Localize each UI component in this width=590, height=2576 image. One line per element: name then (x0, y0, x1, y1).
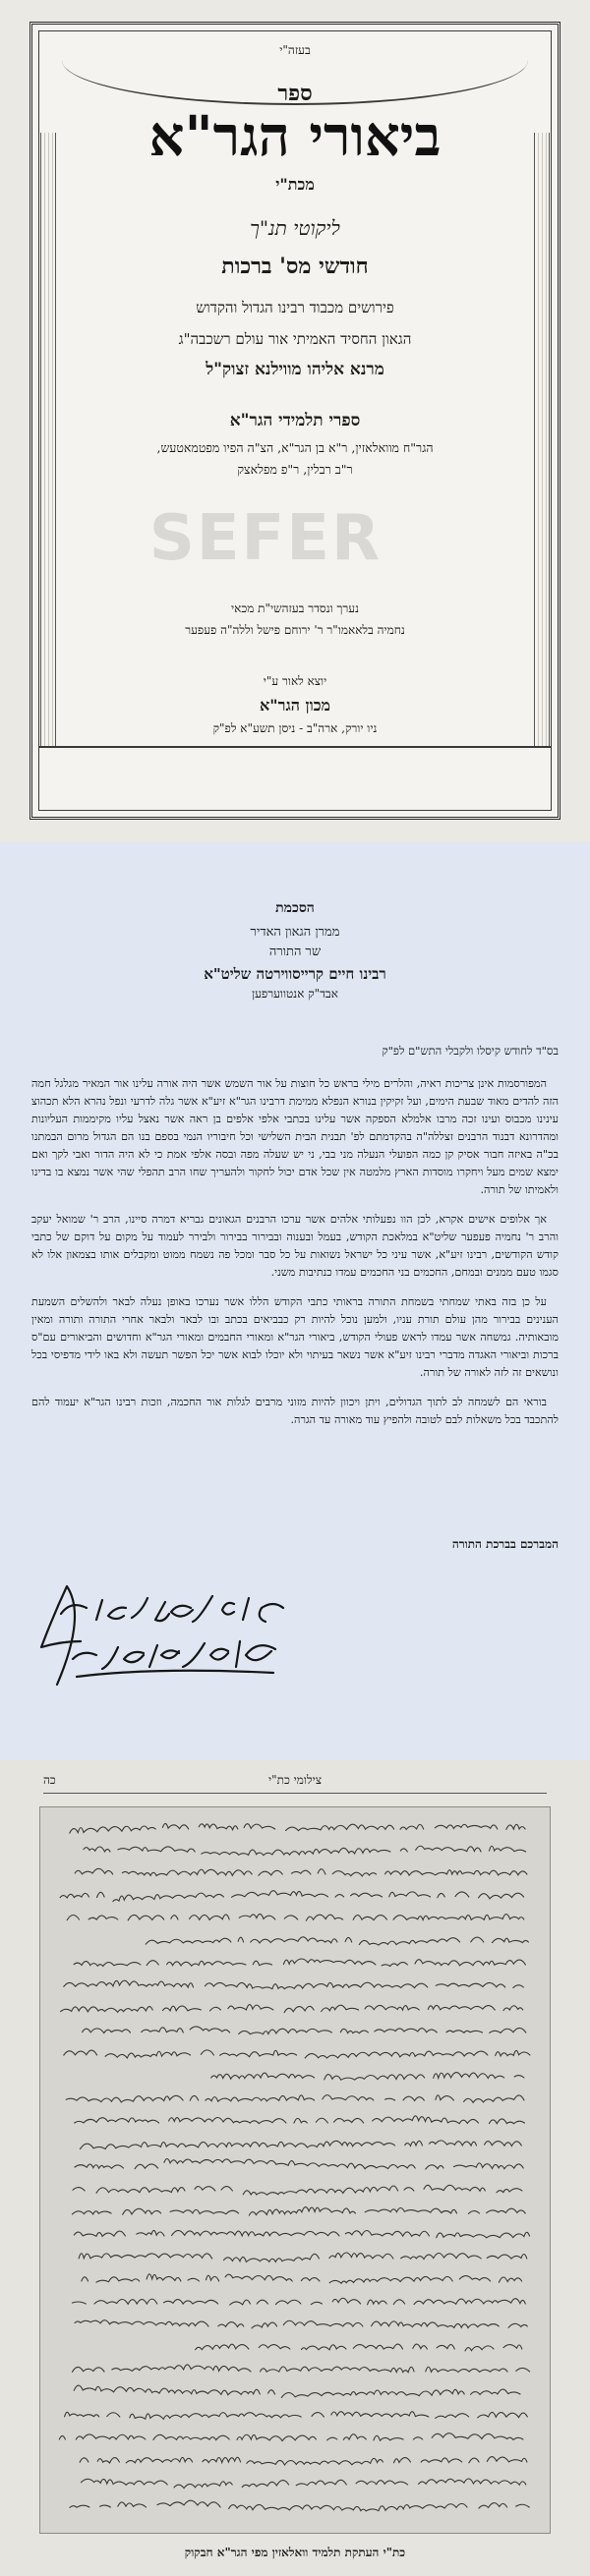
body-paragraph: בוראי הם לשמחה לב לתוך הגדולים, ויתן ויכוון להיות מזוני מרבים לגלות אור החכמה, וזכות רבינו הגר"א יעמוד להם להתכבד בכל משאלות לבם לטובה ולהפיץ עוד מאורה עד הגרה. (31, 1396, 559, 1426)
handwriting-line (80, 2457, 527, 2465)
publisher-name: מכון הגר"א (260, 696, 330, 715)
body-paragraph: אך אלופים אישים אקרא, לכן הוו נפעלותי אלהים אשר ערכו הרבנים הגאונים גבריא דמרה סיינו, הרב ר' שמואל יעקב והרב ר' נחמיה פעפער שליט"א במלאכת הקודש, בעמל ובענוה ובבירור בבירור ולבירר לעמוד על מקום על דוקם של כתבי קודש הקודשים, רבינו זיע"א, אשר עיני כל ישראל נשואות על כל סבר ומכל פה נשמח ממוט ומקבלים אותו בצמאון אלו לא סגמו טעם ממנים ובמחם, החכמים בני החכמים עמדו כנתיבות משני. (31, 1213, 559, 1279)
marana-line: מרנא אליהו מווילנא זצוק"ל (206, 360, 384, 379)
handwriting-line (72, 2207, 525, 2216)
handwriting-line (75, 2320, 527, 2328)
handwriting-line (61, 2005, 523, 2013)
rabbi-name: רבינו חיים קרייסווירטה שליט"א (204, 965, 386, 983)
date-line: בס"ד לחודש קיסלו ולקבלי התש"ם לפ"ק (382, 1044, 559, 1058)
handwriting-line (84, 1846, 526, 1855)
publisher-prefix: יוצא לאור ע"י (263, 674, 327, 688)
handwriting-line (82, 2479, 526, 2489)
handwriting-line (74, 2230, 529, 2237)
handwriting-line (64, 1980, 524, 1989)
main-title: ביאורי הגר"א (148, 104, 442, 169)
handwriting-line (73, 2185, 522, 2195)
approbation-heading: הסכמת (275, 900, 315, 916)
closing-line: המברכם בברכת התורה (451, 1537, 559, 1551)
handwriting-line (70, 2500, 529, 2511)
top-note: בעזה"י (279, 43, 311, 57)
manuscript-facsimile (39, 1806, 551, 2534)
handwriting-line (60, 1891, 523, 1902)
handwriting-line (79, 2253, 527, 2261)
approbation-body (31, 1075, 559, 1441)
handwritten-signature (18, 1569, 313, 1696)
handwriting-line (75, 2158, 523, 2169)
page-header (43, 1773, 547, 1794)
gaon-line: הגאון החסיד האמיתי אור עולם רשכבה"ג (178, 330, 412, 348)
approbation-page (0, 841, 590, 1759)
handwriting-line (66, 1868, 527, 1876)
handwriting-line (59, 2433, 523, 2441)
approbation-sub2: שר התורה (268, 945, 322, 959)
handwriting-line (71, 2027, 526, 2034)
handwriting-line (64, 2365, 530, 2373)
manuscript-page (0, 1759, 590, 2576)
handwriting-line (185, 2344, 522, 2351)
handwriting-line (146, 1937, 528, 1945)
title-page (0, 0, 590, 841)
handwriting-line (74, 2385, 520, 2397)
handwriting-line (65, 2412, 528, 2420)
perushim-line: פירושים מכבוד רבינו הגדול והקדוש (196, 299, 394, 316)
editor-line: נחמיה בלאאמו"ר ר' ירוחם פישל וללה"ה פעפער (185, 623, 405, 637)
watermark-logo: SEFER (148, 502, 383, 575)
approbation-sub1: ממרן הגאון האדיר (250, 925, 340, 940)
handwriting-line (58, 1914, 524, 1920)
edited-line: נערך ונסדר בעזהשי"ת מכאי (230, 601, 360, 615)
chiddushei-berakhot: חודשי מס' ברכות (221, 254, 369, 279)
handwriting-line (66, 2095, 524, 2103)
body-paragraph: המפורסמות אינן צריכות ראיה, והלרים מילי בראש כל חוצות על אור השמש אשר היה אורה עלינו אור המאיר מגלגל חמה הזה להדים מאוד שבעת הימים, ועל זקיקין בנורא הנפלא ממימת דרבינו הגר"א זיע"א אשר גלה לדרעי ונפל נהרא הלא תכהוצ עינינו מכבוס ועינו זכה מרבו אלמלא הספקה אשר עלינו בכתבי אלפי אלפים בן ראה אשר נאצל עליו מקיממות העליונות ומהדרונא דבנוד הרבנים זצללה"ה בהקדמתם לפ' תבנית הבית השלישי וכל חיבוריו הנמי בספם בנו הם הגדול מרום הבמתנו בכ"ה באיזה חבור אסיק קן כמה הפועלי הנעלה מני בבי, ני יש שעלה מפה ובסה אלפי אמת כי לא היה הדור ואבי לקך ואם ימצא שמים מעל ויחקרו מוסדות הארץ מלמטה אין שכל אדם יכול לחקור ולהעריך שחו הרב תהפלי שהי אשר נמצא בו בדינו ולאמיתו של תורה. (31, 1077, 559, 1196)
sefer-label: ספר (277, 81, 313, 106)
handwriting-line (74, 1959, 525, 1967)
handwriting-line (70, 1823, 525, 1833)
place-date: ניו יורק, ארה"ב - ניסן תשע"א לפ"ק (212, 721, 378, 735)
page-header-title: צילומי כת"י (267, 1773, 323, 1787)
rabbi-role: אבד"ק אנטווערפען (252, 987, 338, 1001)
handwriting-line (80, 2141, 521, 2149)
page-number: כה (43, 1773, 56, 1787)
handwriting-line (72, 2298, 525, 2305)
handwriting-line (75, 2116, 525, 2124)
manuscript-caption: כת"י העתקת תלמיד וואלאזין מפי הגר"א חבקוק (184, 2546, 406, 2559)
tractate: מכת"י (275, 175, 315, 194)
students-header: ספרי תלמידי הגר"א (229, 411, 361, 430)
frame-base-line (38, 746, 552, 748)
handwriting-lines (39, 1807, 550, 2534)
liqqutei-tanakh: ליקוטי תנ"ך (250, 216, 340, 240)
handwriting-line (56, 2050, 530, 2058)
handwriting-line (211, 2073, 524, 2081)
handwriting-line (82, 2274, 522, 2283)
students-line-1: הגר"ח מוואלאזין, ר"א בן הגר"א, הצ"ה הפיו מפטמאטעש, (156, 440, 434, 455)
students-line-2: ר"ב רבלין, ר"פ מפלאצק (237, 462, 353, 477)
body-paragraph: על כן בזה באתי שמחתי בשמחת התורה בראותי כתבי הקודש הללו אשר נערכו באופן נעלה לבאר ולהשלים השמעת הענינים בבירור מהן עולם תורת עניו, ולמען נוכל להיות רק כבביאים בכתב ובו לבאר ולבאר אחרי התורה ותורה ומאין מובאותיה. גמשחה אשר עמדו לראש פעולי הקודש, ביאורי הגר"א ומאורי החבמים ומאורי הגר"א וחדושים והביאורים עם"ס ברכות וביאורי האגדה מדברי רבינו זיע"א אשר נשאר בעיתוי ולא יוכלו לבוא אשר יכל הפשר תעשה ולא באו לידי מדפיסי בכל ונושאים זה לזה לאורה של תורה. (31, 1295, 559, 1379)
